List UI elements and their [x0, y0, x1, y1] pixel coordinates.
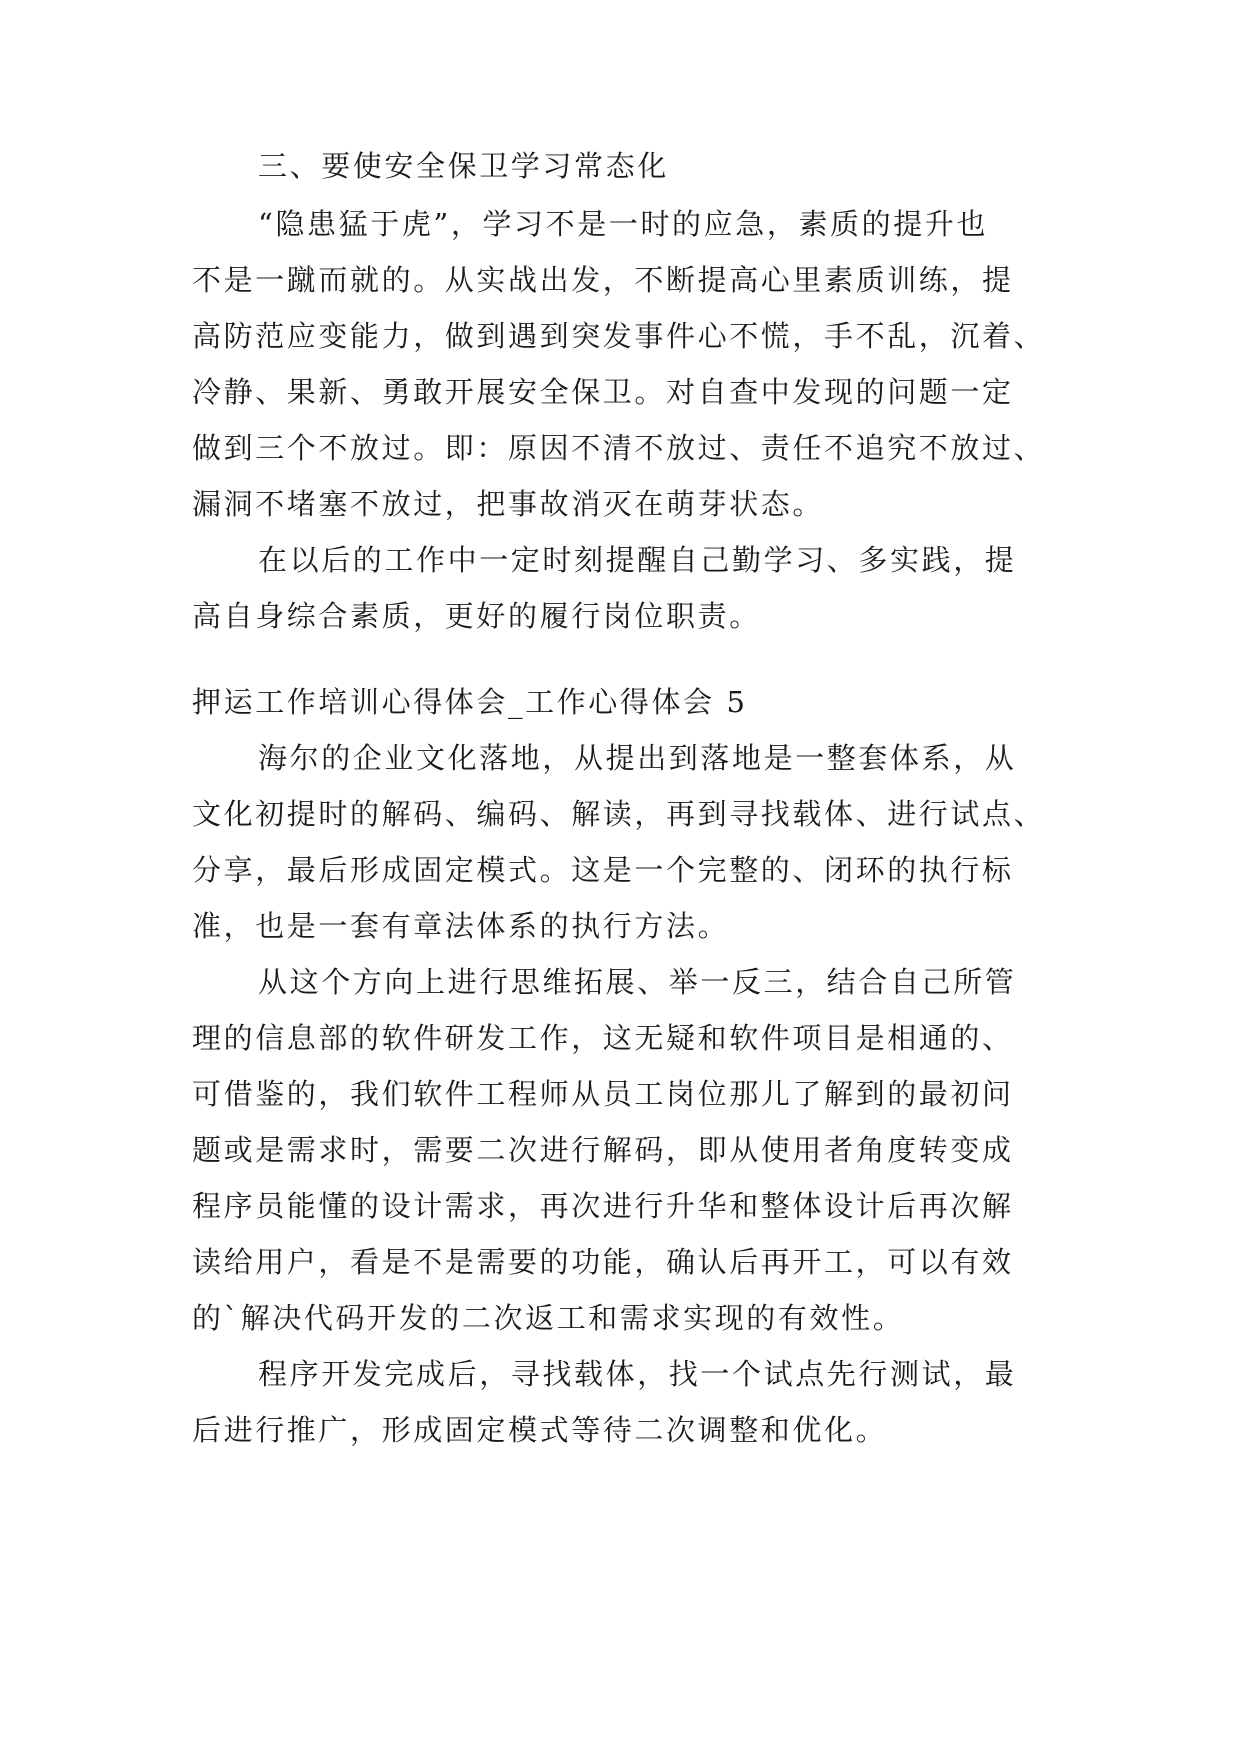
paragraph-line: 高自身综合素质，更好的履行岗位职责。: [192, 599, 761, 633]
paragraph-line: 文化初提时的解码、编码、解读，再到寻找载体、进行试点、: [192, 797, 1046, 831]
paragraph-line: 读给用户，看是不是需要的功能，确认后再开工，可以有效: [192, 1245, 1014, 1279]
paragraph-line: 题或是需求时，需要二次进行解码，即从使用者角度转变成: [192, 1133, 1014, 1167]
paragraph-line: 后进行推广，形成固定模式等待二次调整和优化。: [192, 1413, 888, 1447]
paragraph-line: 分享，最后形成固定模式。这是一个完整的、闭环的执行标: [192, 853, 1014, 887]
section-heading: 三、要使安全保卫学习常态化: [258, 149, 669, 183]
paragraph-line: 程序员能懂的设计需求，再次进行升华和整体设计后再次解: [192, 1189, 1014, 1223]
paragraph-line: 准，也是一套有章法体系的执行方法。: [192, 909, 730, 943]
paragraph-line: 可借鉴的，我们软件工程师从员工岗位那儿了解到的最初问: [192, 1077, 1014, 1111]
paragraph-line: 冷静、果新、勇敢开展安全保卫。对自查中发现的问题一定: [192, 375, 1014, 409]
paragraph-line: “隐患猛于虎”，学习不是一时的应急，素质的提升也: [258, 207, 989, 241]
paragraph-line: 程序开发完成后，寻找载体，找一个试点先行测试，最: [258, 1357, 1017, 1391]
paragraph-line: 海尔的企业文化落地，从提出到落地是一整套体系，从: [258, 741, 1017, 775]
paragraph-line: 从这个方向上进行思维拓展、举一反三，结合自己所管: [258, 965, 1017, 999]
paragraph-line: 在以后的工作中一定时刻提醒自己勤学习、多实践，提: [258, 543, 1017, 577]
paragraph-line: 理的信息部的软件研发工作，这无疑和软件项目是相通的、: [192, 1021, 1014, 1055]
paragraph-line: 漏洞不堵塞不放过，把事故消灭在萌芽状态。: [192, 487, 825, 521]
article-title: 押运工作培训心得体会_工作心得体会 5: [192, 685, 748, 719]
paragraph-line: 做到三个不放过。即：原因不清不放过、责任不追究不放过、: [192, 431, 1046, 465]
paragraph-line: 不是一蹴而就的。从实战出发，不断提高心里素质训练，提: [192, 263, 1014, 297]
paragraph-line: 高防范应变能力，做到遇到突发事件心不慌，手不乱，沉着、: [192, 319, 1046, 353]
paragraph-line: 的`解决代码开发的二次返工和需求实现的有效性。: [192, 1301, 905, 1335]
